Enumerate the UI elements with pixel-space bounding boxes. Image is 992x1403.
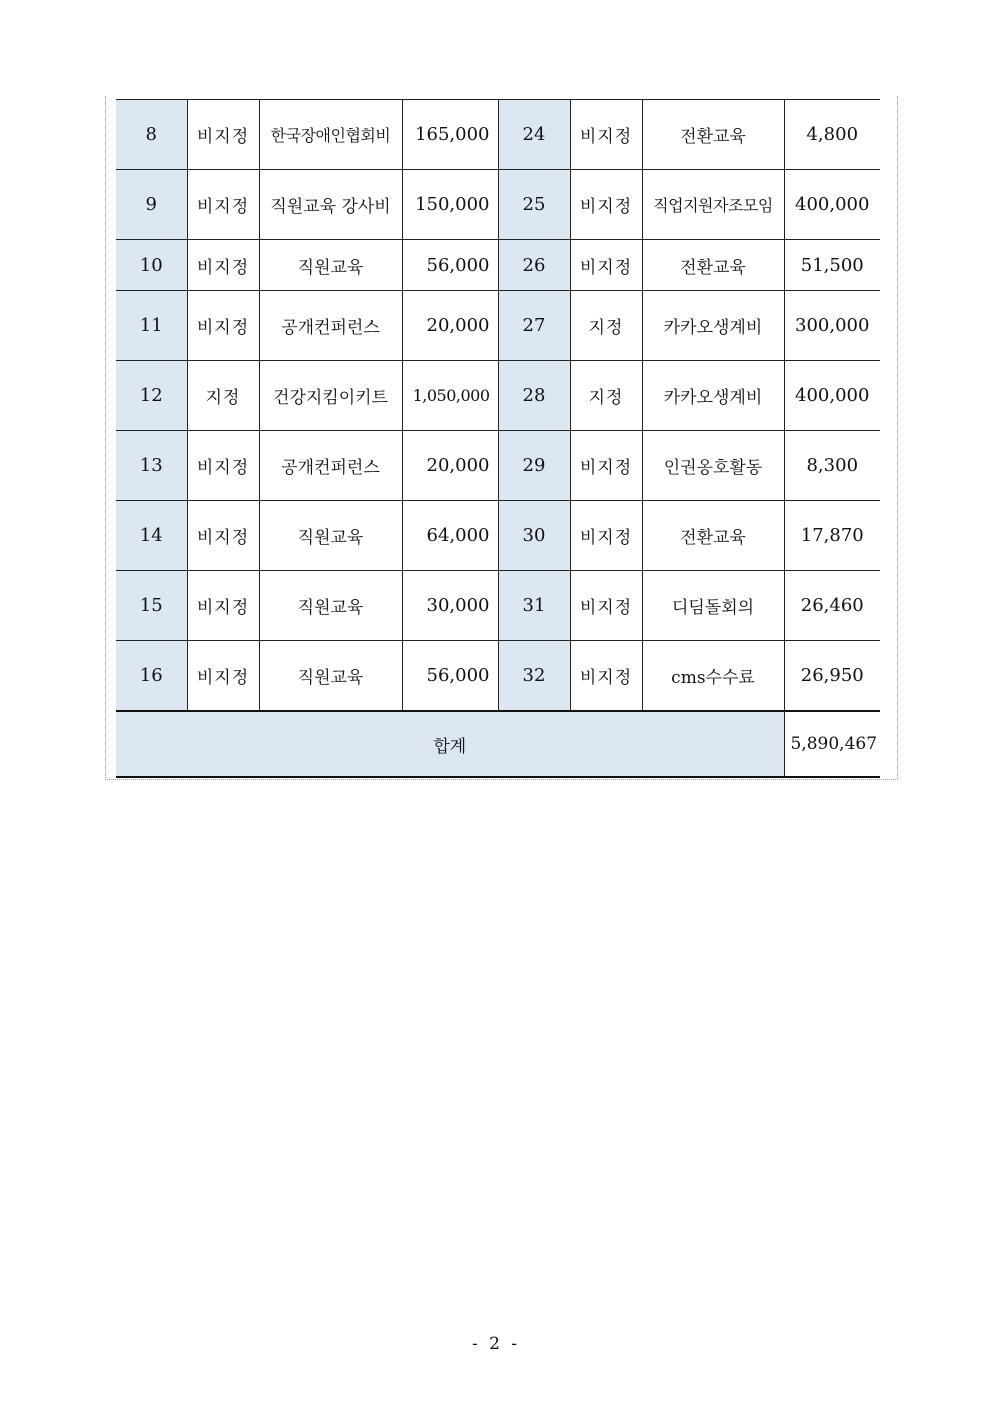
item-cell: 인권옹호활동 xyxy=(642,431,784,501)
designation-cell: 비지정 xyxy=(187,170,259,240)
row-number: 8 xyxy=(116,100,187,170)
amount-cell: 400,000 xyxy=(784,361,880,431)
item-cell: 직업지원자조모임 xyxy=(642,170,784,240)
designation-cell: 비지정 xyxy=(570,501,642,571)
item-cell: 전환교육 xyxy=(642,100,784,170)
amount-cell: 17,870 xyxy=(784,501,880,571)
total-label: 합계 xyxy=(116,711,784,777)
row-number: 24 xyxy=(498,100,570,170)
expense-table xyxy=(116,99,880,778)
designation-cell: 비지정 xyxy=(187,100,259,170)
item-cell: 직원교육 xyxy=(259,571,402,641)
table-row xyxy=(116,100,880,170)
row-number: 32 xyxy=(498,641,570,712)
row-number: 31 xyxy=(498,571,570,641)
row-number: 29 xyxy=(498,431,570,501)
designation-cell: 지정 xyxy=(187,361,259,431)
item-cell: 전환교육 xyxy=(642,501,784,571)
amount-cell: 56,000 xyxy=(402,240,498,291)
designation-cell: 비지정 xyxy=(570,100,642,170)
designation-cell: 지정 xyxy=(570,361,642,431)
amount-cell: 1,050,000 xyxy=(402,361,498,431)
designation-cell: 비지정 xyxy=(570,571,642,641)
item-cell: 전환교육 xyxy=(642,240,784,291)
amount-cell: 64,000 xyxy=(402,501,498,571)
item-cell: 직원교육 xyxy=(259,501,402,571)
designation-cell: 비지정 xyxy=(187,641,259,712)
amount-cell: 300,000 xyxy=(784,291,880,361)
row-number: 9 xyxy=(116,170,187,240)
amount-cell: 8,300 xyxy=(784,431,880,501)
amount-cell: 150,000 xyxy=(402,170,498,240)
item-cell: 한국장애인협회비 xyxy=(259,100,402,170)
table-row xyxy=(116,501,880,571)
designation-cell: 비지정 xyxy=(187,240,259,291)
item-cell: 카카오생계비 xyxy=(642,361,784,431)
designation-cell: 비지정 xyxy=(187,571,259,641)
amount-cell: 20,000 xyxy=(402,291,498,361)
amount-cell: 56,000 xyxy=(402,641,498,712)
row-number: 16 xyxy=(116,641,187,712)
item-cell: 공개컨퍼런스 xyxy=(259,291,402,361)
table-row xyxy=(116,361,880,431)
designation-cell: 비지정 xyxy=(187,431,259,501)
table-row xyxy=(116,571,880,641)
designation-cell: 비지정 xyxy=(570,240,642,291)
designation-cell: 비지정 xyxy=(187,501,259,571)
row-number: 13 xyxy=(116,431,187,501)
amount-cell: 26,460 xyxy=(784,571,880,641)
row-number: 15 xyxy=(116,571,187,641)
amount-cell: 4,800 xyxy=(784,100,880,170)
row-number: 28 xyxy=(498,361,570,431)
amount-cell: 400,000 xyxy=(784,170,880,240)
row-number: 11 xyxy=(116,291,187,361)
row-number: 30 xyxy=(498,501,570,571)
table-row xyxy=(116,641,880,712)
item-cell: 공개컨퍼런스 xyxy=(259,431,402,501)
row-number: 12 xyxy=(116,361,187,431)
table-row xyxy=(116,291,880,361)
designation-cell: 비지정 xyxy=(570,431,642,501)
total-row xyxy=(116,711,880,777)
row-number: 14 xyxy=(116,501,187,571)
row-number: 26 xyxy=(498,240,570,291)
designation-cell: 지정 xyxy=(570,291,642,361)
table-row xyxy=(116,240,880,291)
designation-cell: 비지정 xyxy=(187,291,259,361)
amount-cell: 165,000 xyxy=(402,100,498,170)
amount-cell: 51,500 xyxy=(784,240,880,291)
item-cell: 카카오생계비 xyxy=(642,291,784,361)
amount-cell: 20,000 xyxy=(402,431,498,501)
designation-cell: 비지정 xyxy=(570,170,642,240)
row-number: 25 xyxy=(498,170,570,240)
item-cell: 직원교육 xyxy=(259,641,402,712)
row-number: 10 xyxy=(116,240,187,291)
row-number: 27 xyxy=(498,291,570,361)
item-cell: 직원교육 강사비 xyxy=(259,170,402,240)
item-cell: 디딤돌회의 xyxy=(642,571,784,641)
amount-cell: 26,950 xyxy=(784,641,880,712)
table-row xyxy=(116,431,880,501)
page-number: - 2 - xyxy=(471,1334,521,1354)
amount-cell: 30,000 xyxy=(402,571,498,641)
total-value: 5,890,467 xyxy=(784,711,880,777)
item-cell: 직원교육 xyxy=(259,240,402,291)
table-row xyxy=(116,170,880,240)
item-cell: 건강지킴이키트 xyxy=(259,361,402,431)
item-cell: cms수수료 xyxy=(642,641,784,712)
designation-cell: 비지정 xyxy=(570,641,642,712)
